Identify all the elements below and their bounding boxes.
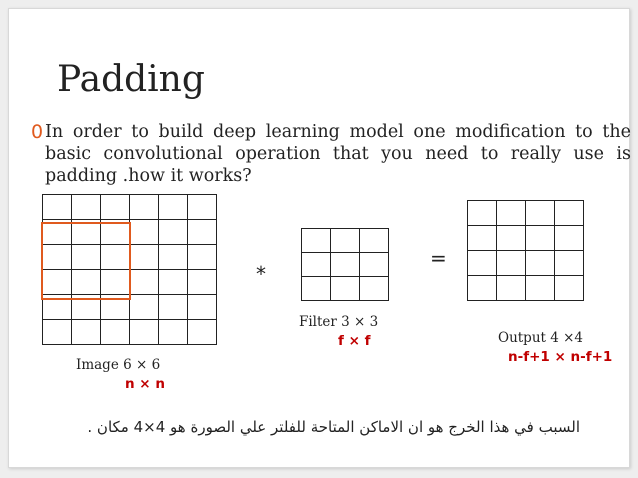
equals-operator: =: [430, 246, 447, 270]
image-grid-cell: [159, 245, 188, 270]
image-grid-cell: [130, 195, 159, 220]
image-grid-cell: [43, 320, 72, 345]
filter-grid-cell: [331, 229, 360, 253]
filter-grid-cell: [360, 277, 389, 301]
image-grid-cell: [43, 195, 72, 220]
image-grid-cell: [188, 320, 217, 345]
output-grid-cell: [555, 251, 584, 276]
image-grid-cell: [159, 320, 188, 345]
output-grid-cell: [497, 226, 526, 251]
image-grid-cell: [159, 220, 188, 245]
image-grid-cell: [159, 195, 188, 220]
output-grid-cell: [468, 276, 497, 301]
output-grid-row: [468, 201, 584, 226]
output-grid-cell: [468, 226, 497, 251]
output-grid-cell: [526, 226, 555, 251]
filter-grid-row: [302, 229, 389, 253]
image-grid-cell: [130, 295, 159, 320]
image-grid-cell: [130, 245, 159, 270]
image-grid-cell: [159, 270, 188, 295]
output-grid-cell: [526, 201, 555, 226]
image-grid-cell: [72, 195, 101, 220]
image-formula: n × n: [125, 376, 165, 392]
filter-formula: f × f: [338, 333, 371, 349]
image-grid-cell: [188, 195, 217, 220]
output-grid-cell: [526, 276, 555, 301]
output-grid-cell: [555, 201, 584, 226]
filter-label: Filter 3 × 3: [299, 314, 379, 330]
image-grid-cell: [188, 270, 217, 295]
bullet-icon: 0: [31, 121, 44, 143]
image-grid-cell: [130, 270, 159, 295]
arabic-explanation: السبب في هذا الخرج هو ان الاماكن المتاحة للفلتر علي الصورة هو 4×4 مكان .: [87, 418, 580, 436]
image-grid-cell: [130, 220, 159, 245]
filter-grid-row: [302, 253, 389, 277]
slide-body-text: In order to build deep learning model one modification to the basic convolutional operation that you need to really use is padding .how it works?: [45, 122, 631, 186]
filter-grid-cell: [302, 277, 331, 301]
image-grid-cell: [159, 295, 188, 320]
filter-grid-cell: [360, 229, 389, 253]
slide-title: Padding: [57, 59, 205, 100]
convolution-operator: *: [256, 262, 266, 286]
output-grid-row: [468, 276, 584, 301]
output-grid-row: [468, 226, 584, 251]
filter-grid-cell: [331, 253, 360, 277]
image-grid-row: [43, 320, 217, 345]
output-grid-cell: [555, 226, 584, 251]
filter-window-highlight: [41, 222, 131, 300]
image-grid-cell: [188, 220, 217, 245]
output-formula: n-f+1 × n-f+1: [508, 349, 613, 365]
filter-grid-cell: [302, 229, 331, 253]
output-grid-cell: [468, 251, 497, 276]
output-grid-cell: [555, 276, 584, 301]
output-grid-cell: [497, 251, 526, 276]
image-grid-cell: [101, 320, 130, 345]
image-label: Image 6 × 6: [76, 357, 161, 373]
output-grid: [467, 200, 584, 301]
output-label: Output 4 ×4: [498, 330, 584, 346]
image-grid-cell: [188, 295, 217, 320]
output-grid-cell: [497, 276, 526, 301]
filter-grid-cell: [302, 253, 331, 277]
image-grid-row: [43, 195, 217, 220]
filter-grid-cell: [360, 253, 389, 277]
output-grid-row: [468, 251, 584, 276]
output-grid-cell: [468, 201, 497, 226]
image-grid-cell: [101, 195, 130, 220]
image-grid-cell: [130, 320, 159, 345]
filter-grid-row: [302, 277, 389, 301]
image-grid-cell: [72, 320, 101, 345]
filter-grid-cell: [331, 277, 360, 301]
image-grid-cell: [188, 245, 217, 270]
output-grid-cell: [497, 201, 526, 226]
output-grid-cell: [526, 251, 555, 276]
filter-grid: [301, 228, 389, 301]
